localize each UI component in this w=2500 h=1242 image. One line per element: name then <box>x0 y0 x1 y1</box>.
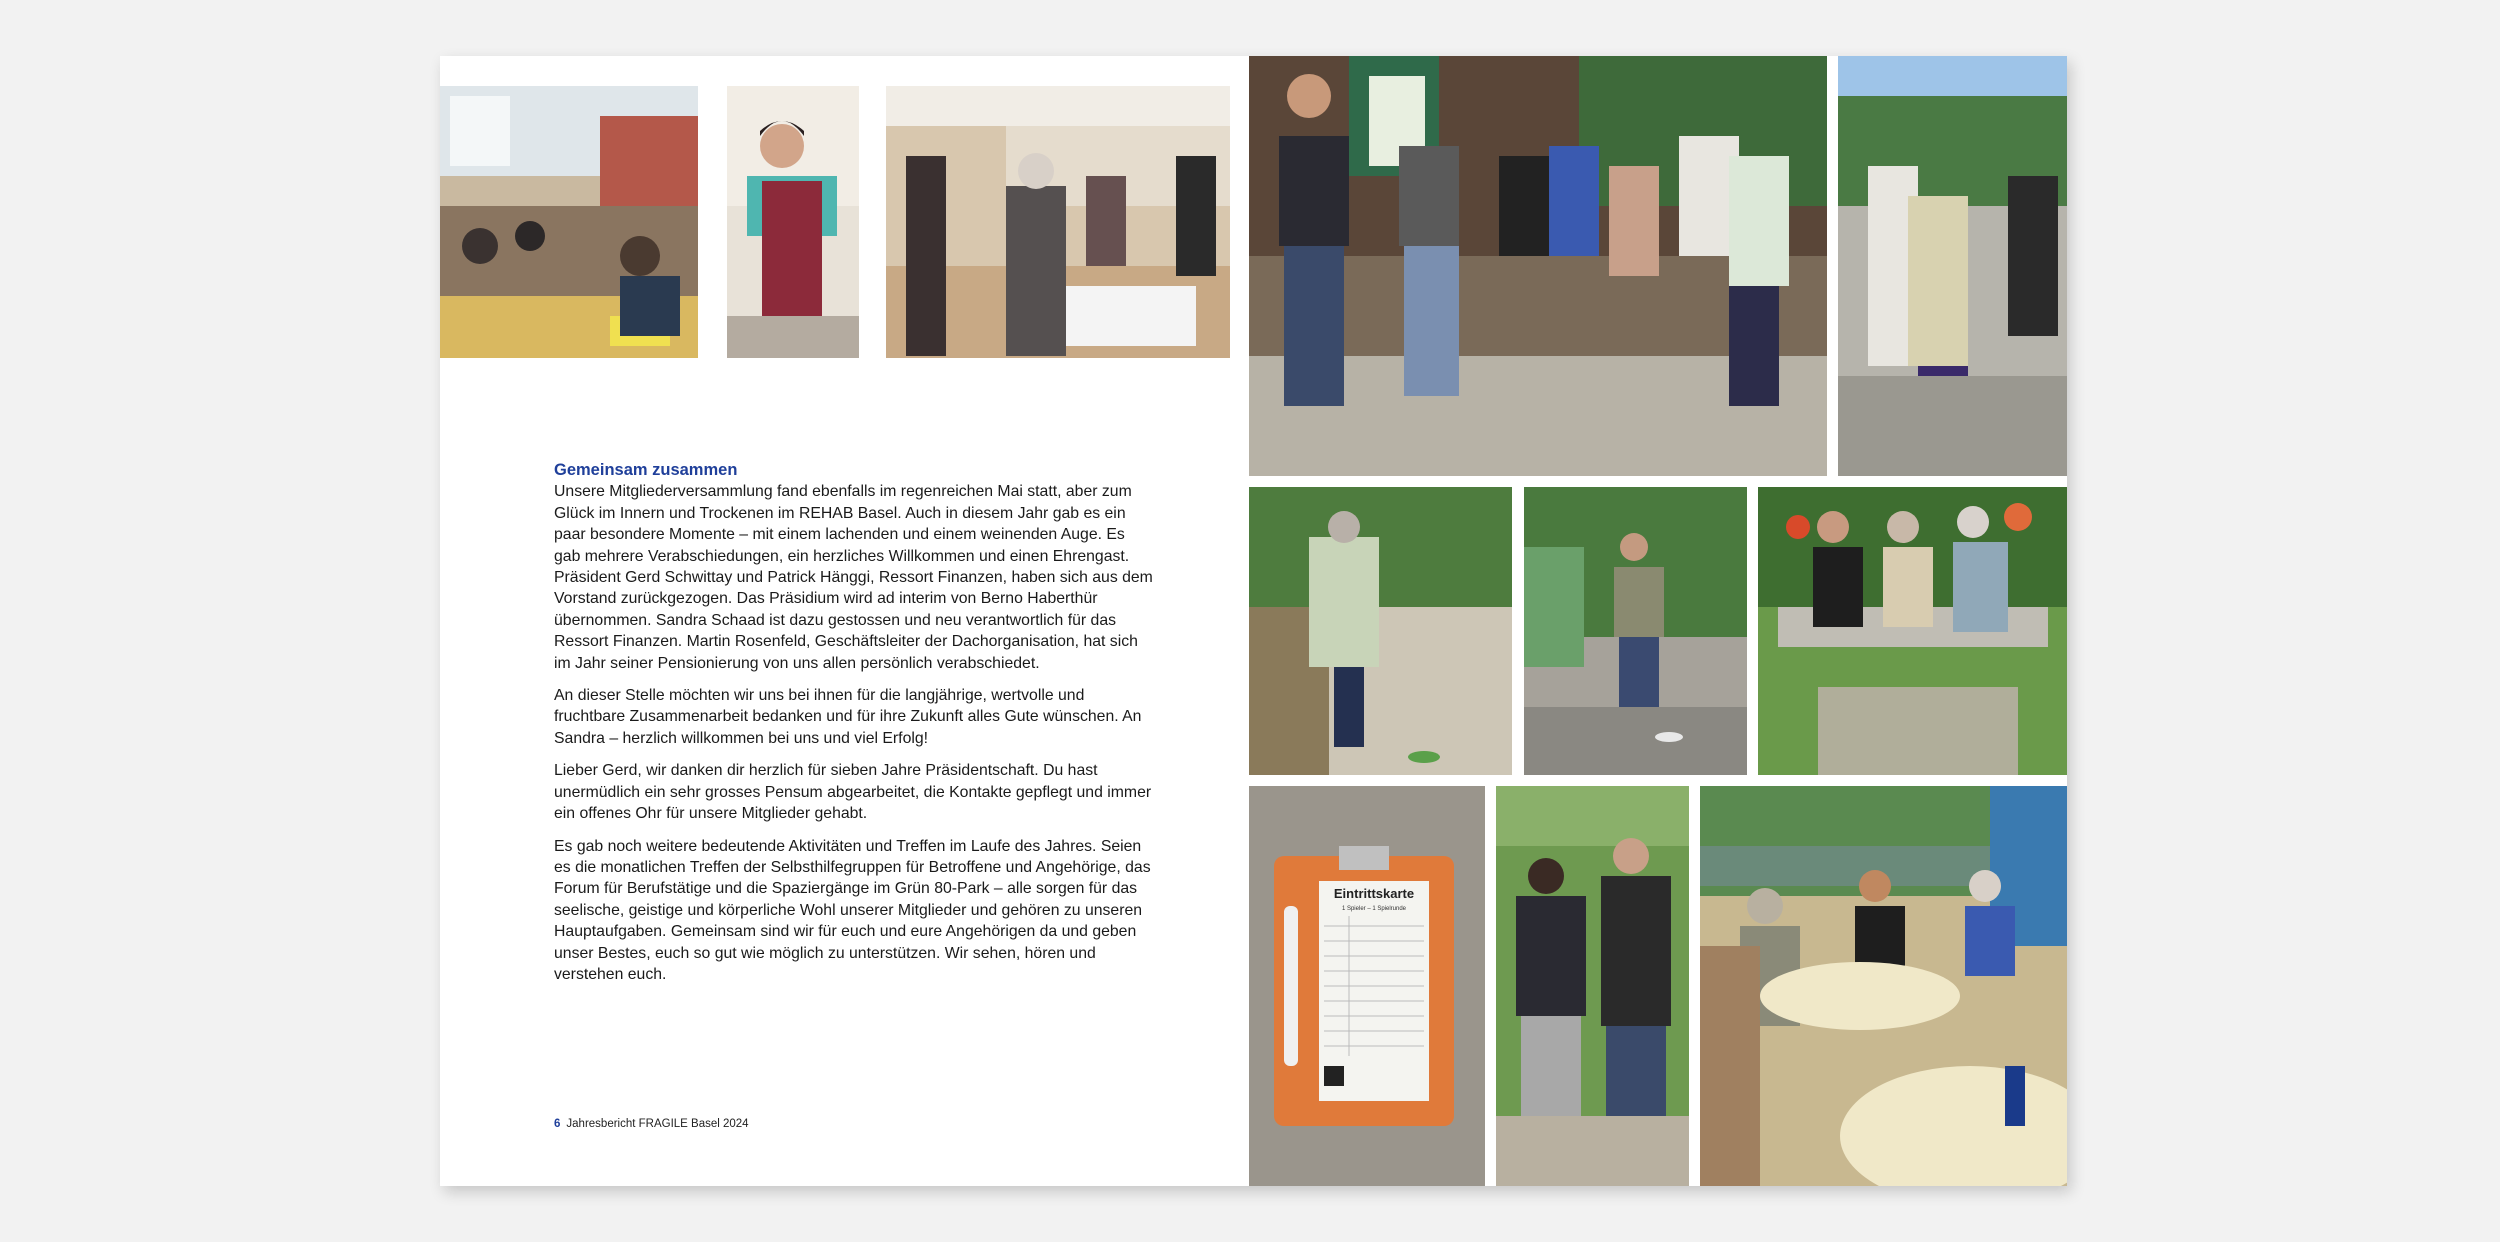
photo-kitchen-group <box>886 86 1230 358</box>
photo-minigolf-putting-woman <box>1249 487 1512 775</box>
photo-outdoor-cafe <box>1700 786 2067 1186</box>
article-paragraph-3: Lieber Gerd, wir danken dir herzlich für sieben Jahre Präsidentschaft. Du hast unermüdlich ein sehr grosses Pensum abgearbeitet, die Kontakte gepflegt und immer ein offenes Ohr für unsere Mitglieder gehabt. <box>554 762 1152 823</box>
photo-woman-laughing <box>727 86 859 358</box>
scorecard-title: Eintrittskarte <box>1333 886 1415 901</box>
photo-meeting-room <box>440 86 698 358</box>
photo-couple-phones <box>1496 786 1689 1186</box>
photo-three-seated <box>1758 487 2067 775</box>
photo-minigolf-man <box>1524 487 1747 775</box>
article-paragraph-1: Unsere Mitgliederversammlung fand ebenfalls im regenreichen Mai statt, aber zum Glück im Innern und Trockenen im REHAB Basel. Auch in diesem Jahr gab es ein paar besondere Momente – mit einem lachenden und einem weinenden Auge. Es gab mehrere Verabschiedungen, ein herzliches Willkommen und einen Ehrengast. Präsident Gerd Schwittay und Patrick Hänggi, Ressort Finanzen, haben sich aus dem Vorstand zurückgezogen. Das Präsidium wird ad interim von Berno Haberthür übernommen. Sandra Schaad ist dazu gestossen und neu verantwortlich für das Ressort Finanzen. Martin Rosenfeld, Geschäftsleiter der Dachorganisation, hat sich im Jahr seiner Pensionierung von uns allen persönlich verabschiedet. <box>554 483 1153 672</box>
page-footer <box>554 1118 749 1130</box>
article <box>554 460 1154 996</box>
article-paragraph-2: An dieser Stelle möchten wir uns bei ihnen für die langjährige, wertvolle und fruchtbare Zusammenarbeit bedanken und für ihre Zukunft alles Gute wünschen. An Sandra – herzlich willkommen bei uns und viel Erfolg! <box>554 687 1142 747</box>
article-heading: Gemeinsam zusammen <box>554 461 738 479</box>
photo-minigolf-group <box>1249 56 1827 476</box>
photo-minigolf-path <box>1838 56 2067 476</box>
photo-scorecard-clipboard <box>1249 786 1485 1186</box>
scorecard-subtitle: 1 Spieler – 1 Spielrunde <box>1341 906 1407 912</box>
publication-title: Jahresbericht FRAGILE Basel 2024 <box>566 1118 749 1130</box>
article-paragraph-4: Es gab noch weitere bedeutende Aktivitäten und Treffen im Laufe des Jahres. Seien es die monatlichen Treffen der Selbsthilfegruppen für Betroffene und Angehörige, das Forum für Berufstätige und die Spaziergänge im Grün 80-Park – alle sorgen für das seelische, geistige und körperliche Wohl unserer Mitglieder und gehören zu unseren Hauptaufgaben. Gemeinsam sind wir für euch und eure Angehörigen da und geben unser Bestes, euch so gut wie möglich zu unterstützen. Wir sehen, hören und verstehen euch. <box>554 837 1151 983</box>
page-number: 6 <box>554 1118 561 1130</box>
